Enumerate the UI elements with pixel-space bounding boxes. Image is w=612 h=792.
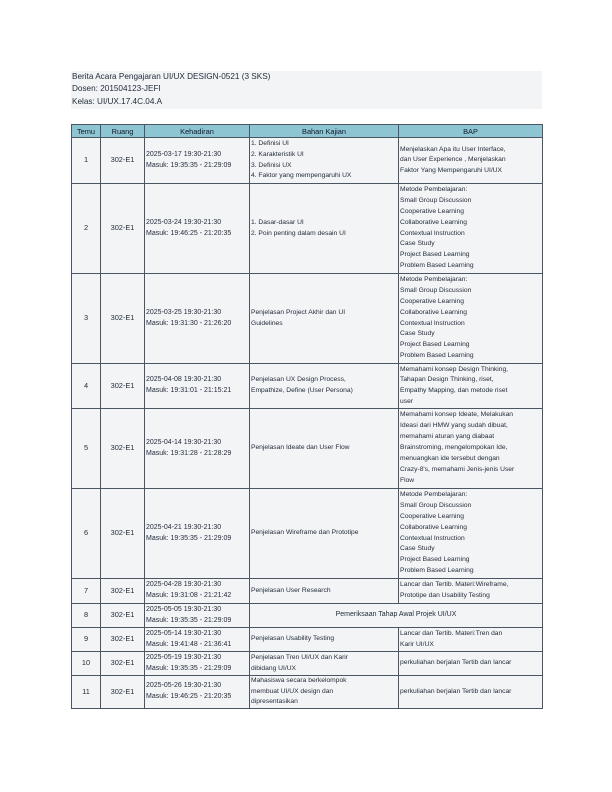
bap-line: Prototipe dan Usability Testing	[400, 592, 490, 599]
bap-line: Small Group Discussion	[400, 286, 472, 294]
schedule-time: 2025-03-17 19:30-21:30	[146, 150, 222, 158]
bap-line: Cooperative Learning	[400, 512, 464, 520]
cell-kehadiran	[145, 604, 250, 628]
bap-line: Metode Pembelajaran:	[400, 185, 468, 193]
cell-ruang: 302-E1	[101, 409, 145, 489]
cell-temu: 5	[72, 409, 101, 489]
bap-line: Crazy-8's, memahami Jenis-jenis User	[400, 465, 515, 473]
bap-line: Small Group Discussion	[400, 501, 472, 509]
cell-temu: 6	[72, 489, 101, 579]
cell-kehadiran	[145, 628, 250, 652]
table-row	[72, 604, 543, 628]
bahan-kajian-line: 3. Definisi UX	[251, 161, 292, 169]
bap-line: Project Based Learning	[400, 556, 470, 564]
cell-bap	[399, 409, 543, 489]
bap-line: Collaborative Learning	[400, 308, 467, 316]
cell-temu: 3	[72, 274, 101, 364]
bap-line: Small Group Discussion	[400, 196, 472, 204]
cell-temu: 10	[72, 652, 101, 676]
cell-bap	[399, 274, 543, 364]
check-in-time: Masuk: 19:46:25 - 21:20:35	[146, 229, 232, 237]
cell-ruang: 302-E1	[101, 604, 145, 628]
bahan-kajian-line: 4. Faktor yang mempengaruhi UX	[251, 172, 352, 180]
cell-bahan-kajian	[250, 364, 399, 409]
cell-kehadiran	[145, 138, 250, 184]
schedule-time: 2025-05-14 19:30-21:30	[146, 629, 222, 637]
cell-bap	[399, 364, 543, 409]
check-in-time: Masuk: 19:35:35 - 21:29:09	[146, 161, 232, 169]
cell-bahan-kajian	[250, 489, 399, 579]
check-in-time: Masuk: 19:46:25 - 21:20:35	[146, 693, 232, 700]
check-in-time: Masuk: 19:41:48 - 21:36:41	[146, 640, 232, 648]
bahan-kajian-line: dipresentasikan	[251, 698, 298, 706]
cell-bap	[399, 184, 543, 274]
bap-line: Contextual Instruction	[400, 229, 465, 237]
table-row	[72, 364, 543, 409]
bap-line: Metode Pembelajaran:	[400, 275, 468, 283]
bap-line: Problem Based Learning	[400, 262, 474, 270]
bahan-kajian-line: Penjelasan Usability Testing	[251, 635, 335, 643]
bahan-kajian-line: Penjelasan Wireframe dan Prototipe	[251, 529, 359, 537]
cell-ruang: 302-E1	[101, 138, 145, 184]
schedule-time: 2025-04-14 19:30-21:30	[146, 438, 222, 446]
bap-line: Lancar dan Tertib. Materi:Wireframe,	[400, 581, 509, 589]
cell-bahan-kajian	[250, 628, 399, 652]
column-header-ruang: Ruang	[101, 125, 145, 138]
bap-line: Brainstroming, mengelompokan Ide,	[400, 444, 508, 452]
bap-line: Case Study	[400, 240, 435, 248]
bap-line: Collaborative Learning	[400, 218, 467, 226]
cell-kehadiran	[145, 652, 250, 676]
bahan-kajian-line: Penjelasan User Research	[251, 586, 331, 594]
bap-line: dan User Experience , Menjelaskan	[400, 156, 506, 164]
cell-kehadiran	[145, 274, 250, 364]
column-header-bap: BAP	[399, 125, 543, 138]
schedule-time: 2025-05-05 19:30-21:30	[146, 605, 222, 613]
cell-kehadiran	[145, 579, 250, 604]
column-header-temu: Temu	[72, 125, 101, 138]
bap-line: Problem Based Learning	[400, 352, 474, 360]
bap-line: user	[400, 397, 414, 405]
schedule-time: 2025-03-24 19:30-21:30	[146, 218, 222, 226]
bap-line: perkuliahan berjalan Tertib dan lancar	[400, 659, 512, 667]
bap-line: Empathy Mapping, dan metode riset	[400, 387, 508, 394]
schedule-time: 2025-04-08 19:30-21:30	[146, 376, 222, 384]
cell-ruang: 302-E1	[101, 579, 145, 604]
column-header-kehadiran: Kehadiran	[145, 125, 250, 138]
column-header-bahan-kajian: Bahan Kajian	[250, 125, 399, 138]
bap-line: Faktor Yang Mempengaruhi UI/UX	[400, 166, 502, 174]
bap-line: Case Study	[400, 545, 435, 553]
check-in-time: Masuk: 19:31:01 - 21:15:21	[146, 387, 232, 394]
cell-bap	[399, 628, 543, 652]
cell-kehadiran	[145, 409, 250, 489]
bahan-kajian-line: 1. Definisi UI	[251, 140, 289, 148]
bap-line: Contextual Instruction	[400, 534, 465, 542]
bap-line: Cooperative Learning	[400, 207, 464, 215]
bahan-kajian-line: Penjelasan Project Akhir dan UI	[251, 308, 346, 316]
schedule-time: 2025-03-25 19:30-21:30	[146, 308, 222, 316]
cell-bahan-kajian	[250, 138, 399, 184]
check-in-time: Masuk: 19:35:35 - 21:29:09	[146, 534, 232, 542]
bap-line: memahami aturan yang diabaat	[400, 433, 495, 441]
schedule-time: 2025-05-19 19:30-21:30	[146, 653, 222, 661]
document-header	[71, 71, 542, 109]
bahan-kajian-line: Penjelasan UX Design Process,	[251, 376, 346, 384]
cell-merged-activity: Pemeriksaan Tahap Awal Projek UI/UX	[250, 604, 543, 628]
table-row	[72, 489, 543, 579]
bap-line: Karir UI/UX	[400, 640, 434, 648]
bap-line: Case Study	[400, 330, 435, 338]
bahan-kajian-line: Guidelines	[251, 319, 283, 327]
bap-line: Memahami konsep Design Thinking,	[400, 365, 509, 373]
cell-bahan-kajian	[250, 579, 399, 604]
cell-bap	[399, 652, 543, 676]
schedule-time: 2025-05-26 19:30-21:30	[146, 682, 222, 690]
cell-bahan-kajian	[250, 676, 399, 709]
cell-bap	[399, 579, 543, 604]
bahan-kajian-line: 2. Poin penting dalam desain UI	[251, 229, 346, 237]
bahan-kajian-line: Empathize, Define (User Persona)	[251, 387, 353, 394]
bap-line: menuangkan ide tersebut dengan	[400, 454, 500, 462]
cell-bahan-kajian	[250, 409, 399, 489]
class-info: Kelas: UI/UX.17.4C.04.A	[72, 96, 163, 106]
table-row	[72, 274, 543, 364]
cell-kehadiran	[145, 184, 250, 274]
bap-line: Problem Based Learning	[400, 567, 474, 575]
bap-line: Memahami konsep Ideate, Melakukan	[400, 411, 514, 419]
cell-ruang: 302-E1	[101, 676, 145, 709]
cell-ruang: 302-E1	[101, 489, 145, 579]
bap-line: Metode Pembelajaran:	[400, 490, 468, 498]
bap-line: Project Based Learning	[400, 341, 470, 349]
check-in-time: Masuk: 19:35:35 - 21:29:09	[146, 616, 232, 624]
cell-bap	[399, 489, 543, 579]
check-in-time: Masuk: 19:31:28 - 21:28:29	[146, 449, 232, 457]
bahan-kajian-line: membuat UI/UX design dan	[251, 687, 334, 695]
cell-temu: 1	[72, 138, 101, 184]
table-row	[72, 628, 543, 652]
cell-temu: 7	[72, 579, 101, 604]
cell-bap	[399, 138, 543, 184]
cell-ruang: 302-E1	[101, 274, 145, 364]
cell-temu: 8	[72, 604, 101, 628]
bahan-kajian-line: dibidang UI/UX	[251, 664, 296, 672]
cell-ruang: 302-E1	[101, 628, 145, 652]
check-in-time: Masuk: 19:31:08 - 21:21:42	[146, 592, 232, 599]
cell-ruang: 302-E1	[101, 184, 145, 274]
schedule-time: 2025-04-21 19:30-21:30	[146, 523, 222, 531]
cell-bahan-kajian	[250, 184, 399, 274]
cell-temu: 2	[72, 184, 101, 274]
cell-ruang: 302-E1	[101, 652, 145, 676]
bap-line: Menjelaskan Apa itu User Interface,	[400, 145, 506, 153]
bap-line: Tahapan Design Thinking, riset,	[400, 376, 494, 384]
schedule-time: 2025-04-28 19:30-21:30	[146, 581, 222, 589]
cell-temu: 11	[72, 676, 101, 709]
cell-temu: 9	[72, 628, 101, 652]
bahan-kajian-line: Mahasiswa secara berkelompok	[251, 677, 347, 685]
table-row	[72, 579, 543, 604]
bap-line: Ideasi dari HMW yang sudah dibuat,	[400, 422, 508, 430]
check-in-time: Masuk: 19:35:35 - 21:29:09	[146, 664, 232, 672]
bap-line: Contextual Instruction	[400, 319, 465, 327]
cell-bahan-kajian	[250, 652, 399, 676]
bahan-kajian-line: Penjelasan Tren UI/UX dan Karir	[251, 653, 349, 661]
cell-bahan-kajian	[250, 274, 399, 364]
table-row	[72, 652, 543, 676]
table-header-row	[72, 125, 543, 138]
cell-bap	[399, 676, 543, 709]
cell-kehadiran	[145, 676, 250, 709]
bap-line: Project Based Learning	[400, 251, 470, 259]
cell-kehadiran	[145, 489, 250, 579]
bahan-kajian-line: 1. Dasar-dasar UI	[251, 218, 304, 226]
cell-kehadiran	[145, 364, 250, 409]
table-row	[72, 138, 543, 184]
bap-line: Lancar dan Tertib. Materi:Tren dan	[400, 629, 503, 637]
bahan-kajian-line: Penjelasan Ideate dan User Flow	[251, 444, 350, 452]
table-row	[72, 184, 543, 274]
bap-line: Cooperative Learning	[400, 297, 464, 305]
table-row	[72, 409, 543, 489]
check-in-time: Masuk: 19:31:30 - 21:26:20	[146, 319, 232, 327]
table-row	[72, 676, 543, 709]
bap-line: Collaborative Learning	[400, 523, 467, 531]
cell-temu: 4	[72, 364, 101, 409]
document-title: Berita Acara Pengajaran UI/UX DESIGN-0521 (3 SKS)	[72, 72, 271, 81]
bahan-kajian-line: 2. Karakteristik UI	[251, 150, 304, 158]
lecturer-info: Dosen: 201504123-JEFI	[72, 84, 161, 94]
cell-ruang: 302-E1	[101, 364, 145, 409]
attendance-table	[71, 124, 543, 709]
bap-line: perkuliahan berjalan Tertib dan lancar	[400, 687, 512, 695]
bap-line: Flow	[400, 476, 415, 484]
